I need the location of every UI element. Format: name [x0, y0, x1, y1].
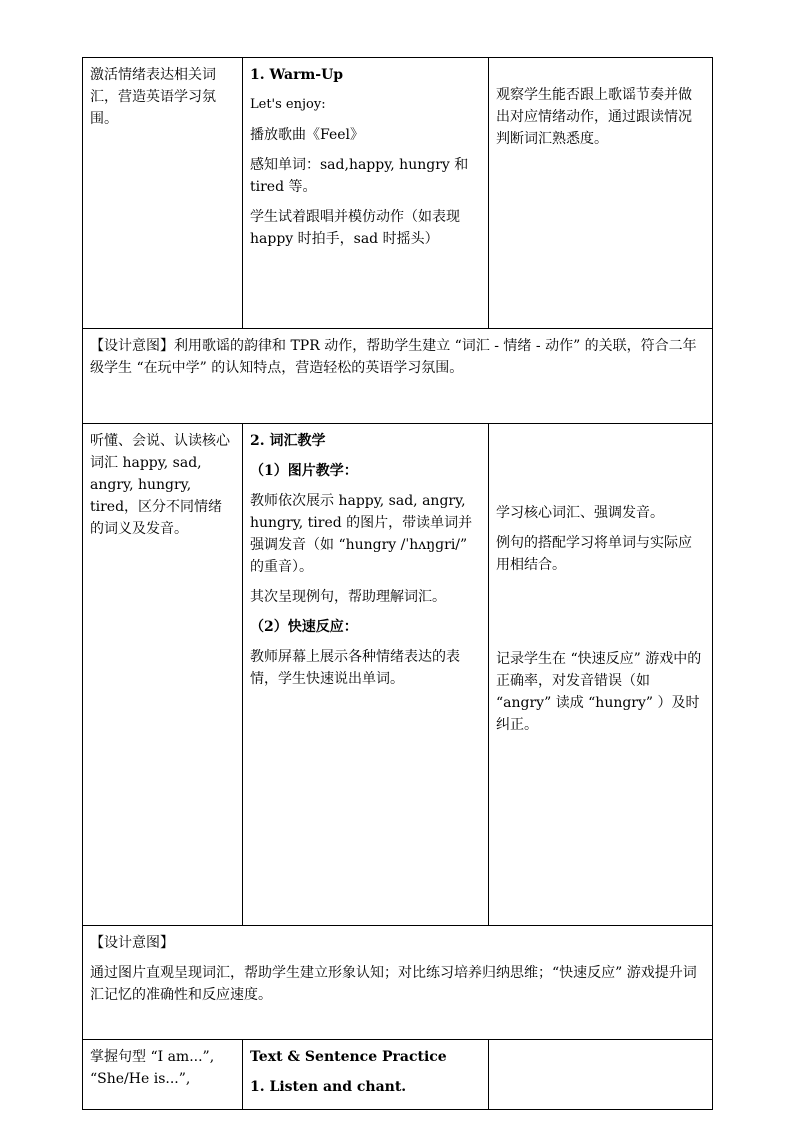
- assessment-cell: [489, 424, 713, 926]
- design-intent-cell: [83, 926, 713, 1040]
- assessment-cell: [489, 58, 713, 329]
- section-heading: 2. 词汇教学: [250, 433, 326, 449]
- design-intent-row: [83, 926, 713, 1040]
- activity-text: 学生试着跟唱并模仿动作（如表现 happy 时拍手，sad 时摇头）: [250, 209, 460, 247]
- activity-text: 感知单词：sad,happy, hungry 和 tired 等。: [250, 157, 469, 195]
- sentence-practice-row: [83, 1040, 713, 1110]
- activity-cell: [243, 424, 489, 926]
- subsection-heading: （1）图片教学：: [250, 463, 358, 479]
- goal-cell: [83, 424, 243, 926]
- subsection-heading: （2）快速反应：: [250, 619, 358, 635]
- assessment-text: 记录学生在 “快速反应” 游戏中的正确率，对发音错误（如 “angry” 读成 “hungry” ）及时纠正。: [496, 651, 702, 733]
- activity-text: 其次呈现例句，帮助理解词汇。: [250, 589, 446, 605]
- vocabulary-row: [83, 424, 713, 926]
- assessment-cell: [489, 1040, 713, 1110]
- design-intent-text: 通过图片直观呈现词汇，帮助学生建立形象认知；对比练习培养归纳思维；“快速反应” 游戏提升词汇记忆的准确性和反应速度。: [90, 965, 697, 1003]
- assessment-text: 观察学生能否跟上歌谣节奏并做出对应情绪动作，通过跟读情况判断词汇熟悉度。: [496, 87, 692, 147]
- activity-cell: [243, 1040, 489, 1110]
- section-heading: 1. Warm-Up: [250, 67, 344, 83]
- activity-text: 播放歌曲《Feel》: [250, 127, 364, 143]
- activity-text: 教师屏幕上展示各种情绪表达的表情，学生快速说出单词。: [250, 649, 460, 687]
- activity-text: Let's enjoy:: [250, 97, 326, 112]
- activity-cell: [243, 58, 489, 329]
- activity-text: 教师依次展示 happy, sad, angry, hungry, tired 的图片，带读单词并强调发音（如 “hungry /ˈhʌŋɡri/” 的重音）。: [250, 493, 473, 575]
- design-intent-text: 【设计意图】利用歌谣的韵律和 TPR 动作，帮助学生建立 “词汇 - 情绪 - 动作” 的关联，符合二年级学生 “在玩中学” 的认知特点，营造轻松的英语学习氛围。: [90, 338, 697, 376]
- design-intent-cell: [83, 329, 713, 424]
- design-intent-title: 【设计意图】: [90, 935, 174, 951]
- goal-cell: [83, 58, 243, 329]
- goal-cell: [83, 1040, 243, 1110]
- assessment-text: 学习核心词汇、强调发音。: [496, 505, 664, 521]
- warmup-row: [83, 58, 713, 329]
- goal-text: 听懂、会说、认读核心词汇 happy, sad, angry, hungry, tired，区分不同情绪的词义及发音。: [90, 433, 230, 537]
- design-intent-row: [83, 329, 713, 424]
- goal-text: 掌握句型 “I am...”, “She/He is...”,: [90, 1049, 215, 1087]
- assessment-text: 例句的搭配学习将单词与实际应用相结合。: [496, 535, 692, 573]
- goal-text: 激活情绪表达相关词汇，营造英语学习氛围。: [90, 67, 216, 127]
- activity-text: 1. Listen and chant.: [250, 1079, 407, 1095]
- lesson-plan-table: [82, 57, 713, 1110]
- section-heading: Text & Sentence Practice: [250, 1049, 447, 1065]
